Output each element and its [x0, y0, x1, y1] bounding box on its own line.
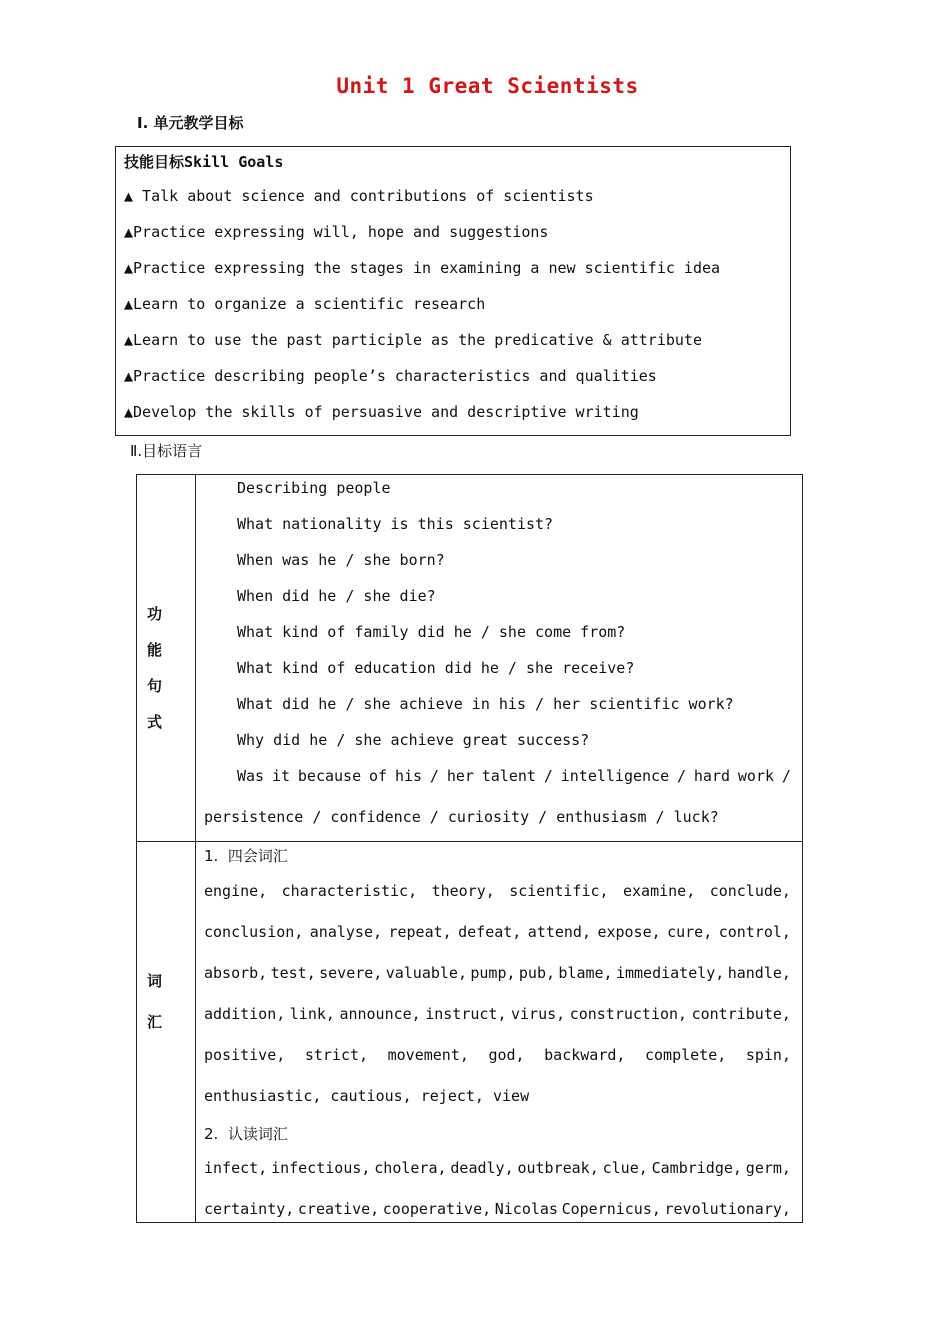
vocabulary-row — [204, 923, 791, 941]
word: control, — [718, 923, 791, 941]
skill-goals-heading — [124, 151, 283, 172]
column-divider — [195, 475, 196, 1222]
skill-goal-item: ▲ Talk about science and contributions of scientists — [124, 187, 594, 205]
word: / — [677, 767, 687, 785]
document-title: Unit 1 Great Scientists — [336, 74, 639, 98]
functional-label-char: 式 — [147, 713, 163, 731]
word: / — [781, 767, 791, 785]
functional-line: persistence / confidence / curiosity / enthusiasm / luck? — [204, 808, 719, 826]
word: cholera, — [374, 1159, 447, 1177]
word: / — [543, 767, 553, 785]
word: positive, — [204, 1046, 286, 1064]
word: analyse, — [309, 923, 383, 941]
word: Nicolas — [494, 1200, 558, 1218]
word: Cambridge, — [651, 1159, 742, 1177]
word: work — [737, 767, 775, 785]
word: because — [297, 767, 362, 785]
word: conclusion, — [204, 923, 304, 941]
word: characteristic, — [281, 882, 418, 900]
functional-line: What kind of education did he / she receive? — [237, 659, 635, 677]
word: / — [429, 767, 439, 785]
word: repeat, — [388, 923, 452, 941]
word: outbreak, — [517, 1159, 599, 1177]
vocabulary-part2-heading: 2. 认读词汇 — [204, 1125, 288, 1143]
word: god, — [488, 1046, 525, 1064]
word: spin, — [745, 1046, 791, 1064]
vocabulary-part1-heading: 1. 四会词汇 — [204, 847, 288, 865]
word: examine, — [623, 882, 696, 900]
word: infectious, — [271, 1159, 371, 1177]
word: addition, — [204, 1005, 286, 1023]
skill-goals-heading-cn: 技能目标 — [124, 153, 185, 171]
row-divider — [137, 841, 802, 842]
word: construction, — [569, 1005, 688, 1023]
word: attend, — [527, 923, 591, 941]
word: scientific, — [509, 882, 609, 900]
skill-goals-heading-en: Skill Goals — [184, 153, 284, 171]
word: creative, — [297, 1200, 380, 1218]
vocabulary-label-char: 汇 — [147, 1013, 163, 1031]
word: contribute, — [691, 1005, 791, 1023]
word: cooperative, — [382, 1200, 492, 1218]
word: clue, — [602, 1159, 648, 1177]
word: Was — [237, 767, 265, 785]
word: handle, — [727, 964, 791, 982]
vocabulary-row-last: enthusiastic, cautious, reject, view — [204, 1087, 530, 1105]
skill-goal-item: ▲Practice expressing will, hope and suggestions — [124, 223, 549, 241]
word: it — [271, 767, 291, 785]
vocabulary-row — [204, 1200, 791, 1218]
section-heading-teaching-goals: Ⅰ. 单元教学目标 — [137, 114, 244, 132]
word: talent — [481, 767, 536, 785]
word: theory, — [431, 882, 495, 900]
vocabulary-row — [204, 964, 791, 982]
word: valuable, — [385, 964, 467, 982]
vocabulary-row — [204, 1159, 791, 1177]
target-language-table — [136, 474, 803, 1223]
functional-label-char: 能 — [147, 641, 163, 659]
word: her — [446, 767, 474, 785]
word: link, — [289, 1005, 335, 1023]
functional-line: What nationality is this scientist? — [237, 515, 554, 533]
vocabulary-row — [204, 1046, 791, 1064]
skill-goal-item: ▲Develop the skills of persuasive and descriptive writing — [124, 403, 639, 421]
functional-line: What did he / she achieve in his / her scientific work? — [237, 695, 734, 713]
skill-goal-item: ▲Learn to use the past participle as the predicative & attribute — [124, 331, 702, 349]
section-heading-target-language: Ⅱ.目标语言 — [130, 442, 203, 460]
skill-goal-item: ▲Practice describing people’s characteristics and qualities — [124, 367, 657, 385]
word: pub, — [518, 964, 556, 982]
word: immediately, — [615, 964, 725, 982]
word: severe, — [319, 964, 383, 982]
word: intelligence — [560, 767, 670, 785]
word: instruct, — [425, 1005, 507, 1023]
functional-line: Describing people — [237, 479, 391, 497]
functional-label-char: 句 — [147, 677, 163, 695]
functional-line: When did he / she die? — [237, 587, 436, 605]
word: backward, — [544, 1046, 626, 1064]
word: engine, — [204, 882, 268, 900]
functional-line: Why did he / she achieve great success? — [237, 731, 590, 749]
word: complete, — [645, 1046, 727, 1064]
word: his — [394, 767, 423, 785]
word: cure, — [667, 923, 713, 941]
skill-goal-item: ▲Learn to organize a scientific research — [124, 295, 486, 313]
functional-label-char: 功 — [147, 605, 163, 623]
word: Copernicus, — [561, 1200, 661, 1218]
functional-line: When was he / she born? — [237, 551, 445, 569]
word: strict, — [304, 1046, 369, 1064]
word: blame, — [558, 964, 613, 982]
skill-goals-box — [115, 146, 791, 436]
word: deadly, — [450, 1159, 514, 1177]
vocabulary-label-char: 词 — [147, 972, 163, 990]
word: defeat, — [458, 923, 522, 941]
word: revolutionary, — [664, 1200, 791, 1218]
word: announce, — [339, 1005, 421, 1023]
word: germ, — [745, 1159, 791, 1177]
word: hard — [693, 767, 731, 785]
word: of — [369, 767, 388, 785]
word: conclude, — [709, 882, 791, 900]
functional-line: What kind of family did he / she come from? — [237, 623, 626, 641]
word: pump, — [470, 964, 516, 982]
functional-line-justified — [237, 767, 791, 785]
word: test, — [270, 964, 316, 982]
word: certainty, — [204, 1200, 295, 1218]
vocabulary-row — [204, 1005, 791, 1023]
word: virus, — [511, 1005, 566, 1023]
word: movement, — [387, 1046, 469, 1064]
word: infect, — [204, 1159, 268, 1177]
word: absorb, — [204, 964, 268, 982]
vocabulary-row — [204, 882, 791, 900]
word: expose, — [597, 923, 661, 941]
skill-goal-item: ▲Practice expressing the stages in examining a new scientific idea — [124, 259, 721, 277]
